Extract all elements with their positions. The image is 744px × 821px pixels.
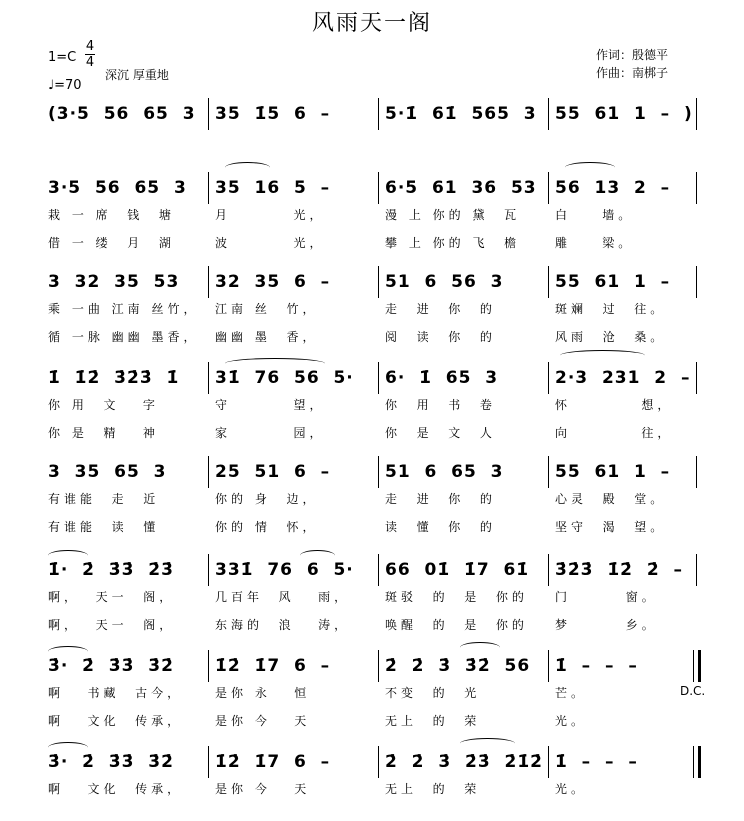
measure: 1̇2̇ 1̇7 6 – [215, 752, 331, 772]
barline [208, 746, 209, 778]
barline [548, 172, 549, 204]
lyric-measure: 乘 一曲 江南 丝竹， [48, 302, 200, 316]
barline [378, 746, 379, 778]
barline [378, 362, 379, 394]
lyric-measure: 光。 [555, 714, 588, 728]
notes-line [0, 272, 744, 302]
barline [548, 746, 549, 778]
barline [208, 98, 209, 130]
lyric-measure: 江南 丝 竹， [215, 302, 319, 316]
measure: 1̇ – – – [555, 656, 638, 676]
lyric-measure: 你 是 文 人 [385, 426, 496, 440]
lyric-measure: 梦 乡。 [555, 618, 658, 632]
dc-mark: D.C. [680, 684, 706, 698]
measure: 56 13 2 – [555, 178, 671, 198]
final-barline [693, 746, 701, 778]
lyric-measure: 守 望， [215, 398, 326, 412]
measure: (3·5 56 65 3 [48, 104, 196, 124]
lyric-measure: 门 窗。 [555, 590, 658, 604]
measure: 5·1̇ 61̇ 565 3 [385, 104, 537, 124]
expression-mark: 深沉 厚重地 [105, 68, 169, 82]
lyric-measure: 啊， 天一 阁， [48, 590, 176, 604]
barline [208, 456, 209, 488]
measure: 31̇ 76 56 5· [215, 368, 354, 388]
measure: 25 51 6 – [215, 462, 331, 482]
final-barline [693, 650, 701, 682]
measure: 55 61 1 – [555, 462, 671, 482]
measure: 1̇2̇ 1̇7 6 – [215, 656, 331, 676]
measure: 35 16 5 – [215, 178, 331, 198]
lyric-measure: 是你 永 恒 [215, 686, 311, 700]
measure: 3 35 65 3 [48, 462, 167, 482]
measure: 1̇ 1̇2̇ 3̇2̇3̇ 1̇ [48, 368, 180, 388]
barline [548, 650, 549, 682]
slur-mark [460, 642, 500, 653]
measure: 2̇ 2̇ 3̇ 2̇3̇ 2̇1̇2̇ [385, 752, 543, 772]
lyric-measure: 白 墙。 [555, 208, 635, 222]
lyric-measure: 雕 梁。 [555, 236, 635, 250]
measure: 331̇ 76 6 5· [215, 560, 354, 580]
lyric-measure: 啊 书藏 古今， [48, 686, 184, 700]
lyric-measure: 有谁能 读 懂 [48, 520, 160, 534]
barline [696, 362, 697, 394]
lyric-measure: 你的 身 边， [215, 492, 319, 506]
measure: 3̇· 2̇ 3̇3̇ 3̇2̇ [48, 752, 174, 772]
tempo-mark: ♩=70 [48, 78, 82, 93]
lyric-measure: 芒。 [555, 686, 588, 700]
notes-line [0, 560, 744, 590]
lyric-measure: 幽幽 墨 香， [215, 330, 319, 344]
lyric-measure: 斑斓 过 往。 [555, 302, 667, 316]
lyric-measure: 借 一 缕 月 湖 [48, 236, 175, 250]
measure: 55 61 1 – [555, 272, 671, 292]
lyric-measure: 走 进 你 的 [385, 302, 496, 316]
lyricist-credit: 作词：殷德平 [596, 48, 669, 62]
measure: 35 1̇5 6 – [215, 104, 331, 124]
barline [548, 98, 549, 130]
slur-mark [48, 646, 88, 657]
measure: 3̇2̇3̇ 1̇2̇ 2̇ – [555, 560, 683, 580]
barline [378, 266, 379, 298]
lyric-measure: 你的 情 怀， [215, 520, 319, 534]
lyric-measure: 唤醒 的 是 你的 [385, 618, 528, 632]
lyric-measure: 是你 今 天 [215, 714, 311, 728]
slur-mark [300, 550, 335, 561]
measure: 6·5 61 36 53 [385, 178, 537, 198]
measure: 32 35 6 – [215, 272, 331, 292]
barline [208, 266, 209, 298]
measure: 6· 1̇ 65 3 [385, 368, 499, 388]
composer-credit: 作曲：南梆子 [596, 66, 669, 80]
notes-line [0, 656, 744, 686]
slur-mark [460, 738, 515, 749]
barline [548, 266, 549, 298]
lyric-measure: 你 用 书 卷 [385, 398, 496, 412]
barline [378, 172, 379, 204]
lyric-measure: 心灵 殿 堂。 [555, 492, 667, 506]
barline [378, 554, 379, 586]
slur-mark [48, 550, 88, 561]
barline [696, 266, 697, 298]
lyric-measure: 啊 文化 传承， [48, 782, 184, 796]
lyric-measure: 斑驳 的 是 你的 [385, 590, 528, 604]
barline [548, 554, 549, 586]
measure: 2̇ 2̇ 3̇ 3̇2̇ 56 [385, 656, 531, 676]
lyric-measure: 风雨 沧 桑。 [555, 330, 667, 344]
lyric-measure: 向 往， [555, 426, 674, 440]
notes-line [0, 752, 744, 782]
barline [696, 456, 697, 488]
lyric-measure: 循 一脉 幽幽 墨香， [48, 330, 200, 344]
barline [208, 172, 209, 204]
time-sig-bottom: 4 [85, 55, 95, 70]
measure: 51 6 56 3 [385, 272, 504, 292]
lyric-measure: 无上 的 荣 [385, 782, 481, 796]
lyric-measure: 攀 上 你的 飞 檐 [385, 236, 521, 250]
measure: 1̇ – – – [555, 752, 638, 772]
notes-line [0, 104, 744, 134]
lyric-measure: 无上 的 荣 [385, 714, 481, 728]
lyric-measure: 漫 上 你的 黛 瓦 [385, 208, 521, 222]
measure: 55 61 1 – ) [555, 104, 693, 124]
lyric-measure: 波 光， [215, 236, 326, 250]
lyric-measure: 坚守 渴 望。 [555, 520, 667, 534]
lyric-measure: 月 光， [215, 208, 326, 222]
measure: 3 32 35 53 [48, 272, 180, 292]
barline [378, 98, 379, 130]
notes-line [0, 462, 744, 492]
barline [208, 362, 209, 394]
lyric-measure: 栽 一 席 钱 塘 [48, 208, 175, 222]
time-sig-top: 4 [85, 39, 95, 54]
barline [208, 650, 209, 682]
barline [548, 456, 549, 488]
lyric-measure: 读 懂 你 的 [385, 520, 496, 534]
key-signature: 1=C [48, 50, 77, 65]
measure: 1̇· 2̇ 3̇3̇ 2̇3̇ [48, 560, 174, 580]
measure: 51 6 65 3 [385, 462, 504, 482]
slur-mark [225, 358, 325, 369]
slur-mark [225, 162, 270, 173]
barline [378, 456, 379, 488]
lyric-measure: 怀 想， [555, 398, 674, 412]
lyric-measure: 是你 今 天 [215, 782, 311, 796]
lyric-measure: 走 进 你 的 [385, 492, 496, 506]
slur-mark [48, 742, 88, 753]
barline [548, 362, 549, 394]
lyric-measure: 光。 [555, 782, 588, 796]
lyric-measure: 几百年 风 雨， [215, 590, 351, 604]
lyric-measure: 阅 读 你 的 [385, 330, 496, 344]
barline [696, 554, 697, 586]
lyric-measure: 你 是 精 神 [48, 426, 159, 440]
notes-line [0, 368, 744, 398]
lyric-measure: 啊， 天一 阁， [48, 618, 176, 632]
barline [696, 172, 697, 204]
barline [378, 650, 379, 682]
barline [208, 554, 209, 586]
slur-mark [565, 162, 615, 173]
notes-line [0, 178, 744, 208]
lyric-measure: 不变 的 光 [385, 686, 481, 700]
lyric-measure: 啊 文化 传承， [48, 714, 184, 728]
time-signature [85, 40, 95, 69]
measure: 3·5 56 65 3 [48, 178, 187, 198]
measure: 66 01̇ 1̇7 61̇ [385, 560, 530, 580]
barline [696, 98, 697, 130]
lyric-measure: 家 园， [215, 426, 326, 440]
measure: 3̇· 2̇ 3̇3̇ 3̇2̇ [48, 656, 174, 676]
lyric-measure: 东海的 浪 涛， [215, 618, 351, 632]
lyric-measure: 你 用 文 字 [48, 398, 159, 412]
slur-mark [560, 350, 645, 361]
song-title: 风雨天一阁 [311, 11, 432, 36]
lyric-measure: 有谁能 走 近 [48, 492, 160, 506]
measure: 2·3 231 2 – [555, 368, 691, 388]
